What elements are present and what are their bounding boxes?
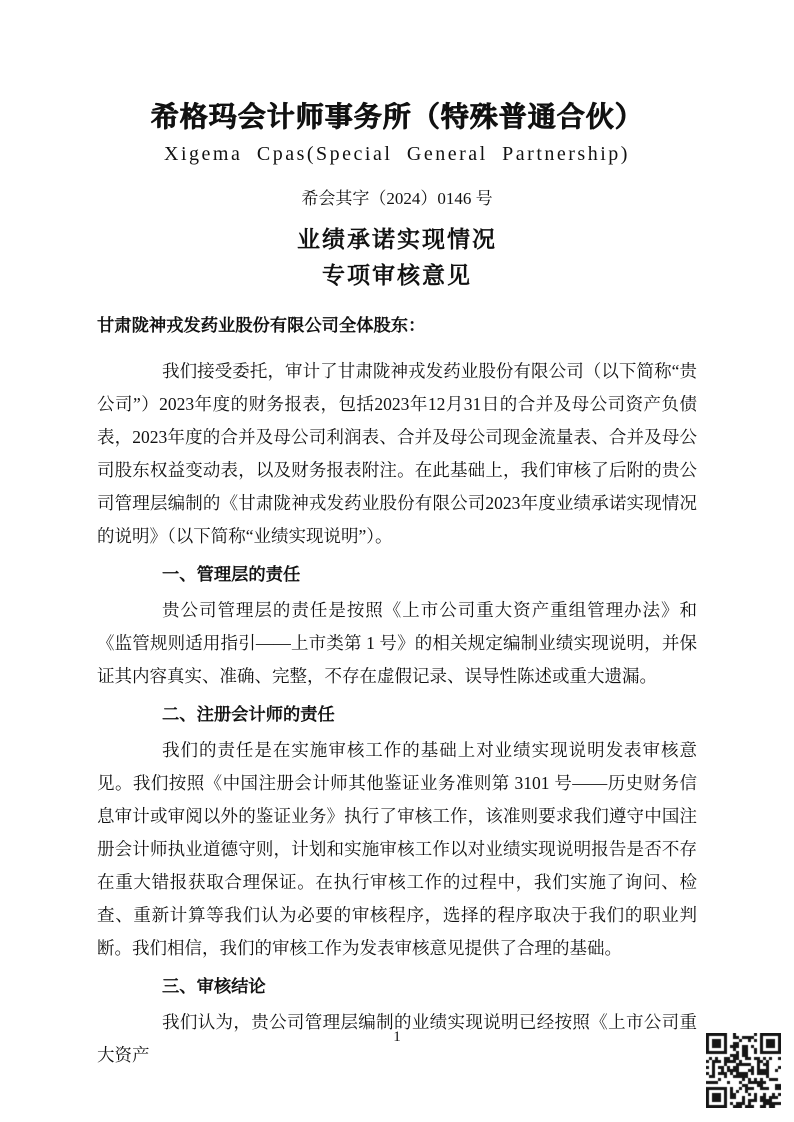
section-management-responsibility <box>97 558 697 693</box>
qr-code <box>706 1033 781 1108</box>
firm-name-chinese: 希格玛会计师事务所（特殊普通合伙） <box>150 102 644 133</box>
document-number: 希会其字（2024）0146 号 <box>301 189 493 208</box>
report-title <box>97 222 697 294</box>
report-title-line1: 业绩承诺实现情况 <box>297 227 497 252</box>
page-content <box>97 101 697 1072</box>
addressee-line: 甘肃陇神戎发药业股份有限公司全体股东： <box>97 315 426 336</box>
section-heading-3: 三、审核结论 <box>162 976 266 997</box>
section-paragraph-1: 贵公司管理层的责任是按照《上市公司重大资产重组管理办法》和《监管规则适用指引——上市类第 1 号》的相关规定编制业绩实现说明，并保证其内容真实、准确、完整，不存在虚假记录、误导性陈述或重大遗漏。 <box>97 600 697 687</box>
section-paragraph-3: 我们认为，贵公司管理层编制的业绩实现说明已经按照《上市公司重大资产 <box>97 1012 697 1066</box>
section-heading-1: 一、管理层的责任 <box>162 564 301 585</box>
section-audit-conclusion <box>97 970 697 1072</box>
section-heading-2: 二、注册会计师的责任 <box>162 704 335 725</box>
section-paragraph-2: 我们的责任是在实施审核工作的基础上对业绩实现说明发表审核意见。我们按照《中国注册会计师其他鉴证业务准则第 3101 号——历史财务信息审计或审阅以外的鉴证业务》执行了审核工作，该准则要求我们遵守中国注册会计师执业道德守则，计划和实施审核工作以对业绩实现说明报告是否不存在重大错报获取合理保证。在执行审核工作的过程中，我们实施了询问、检查、重新计算等我们认为必要的审核程序，选择的程序取决于我们的职业判断。我们相信，我们的审核工作为发表审核意见提供了合理的基础。 <box>97 740 697 959</box>
section-cpa-responsibility <box>97 698 697 965</box>
intro-paragraph: 我们接受委托，审计了甘肃陇神戎发药业股份有限公司（以下简称“贵公司”）2023年度的财务报表，包括2023年12月31日的合并及母公司资产负债表，2023年度的合并及母公司利润表、合并及母公司现金流量表、合并及母公司股东权益变动表，以及财务报表附注。在此基础上，我们审核了后附的贵公司管理层编制的《甘肃陇神戎发药业股份有限公司2023年度业绩承诺实现情况的说明》（以下简称“业绩实现说明”）。 <box>97 361 697 547</box>
firm-name-english: Xigema Cpas(Special General Partnership) <box>164 143 630 165</box>
report-title-line2: 专项审核意见 <box>322 263 472 288</box>
letterhead <box>97 101 697 209</box>
page-number: 1 <box>393 1029 401 1045</box>
